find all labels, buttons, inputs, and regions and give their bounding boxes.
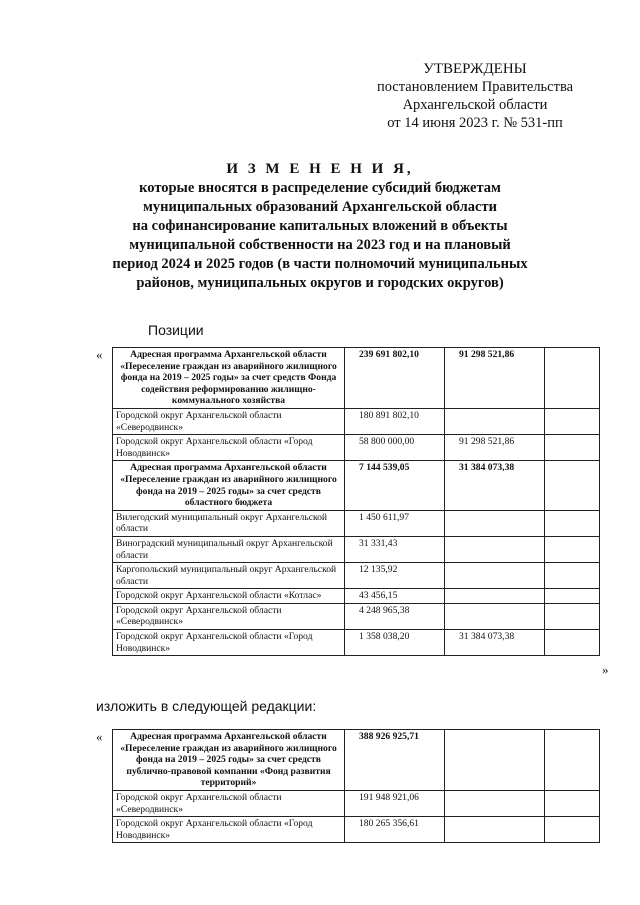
name-cell: Адресная программа Архангельской области «Переселение граждан из аварийного жилищного фонда на 2019 – 2025 годы» за счет средств Фонда содействия реформированию жилищно-коммунального хозяйства bbox=[113, 348, 345, 409]
value-2023-cell: 191 948 921,06 bbox=[345, 790, 445, 816]
value-2025-cell bbox=[545, 790, 600, 816]
value-2024-cell: 91 298 521,86 bbox=[445, 348, 545, 409]
value-2025-cell bbox=[545, 603, 600, 629]
value-2024-cell: 31 384 073,38 bbox=[445, 461, 545, 510]
table-row bbox=[113, 790, 600, 816]
value-2025-cell bbox=[545, 348, 600, 409]
section-label-new-edition: изложить в следующей редакции: bbox=[96, 698, 317, 714]
name-cell: Вилегодский муниципальный округ Архангельской области bbox=[113, 510, 345, 536]
name-cell: Городской округ Архангельской области «Город Новодвинск» bbox=[113, 435, 345, 461]
name-cell: Городской округ Архангельской области «Город Новодвинск» bbox=[113, 817, 345, 843]
value-2023-cell: 12 135,92 bbox=[345, 563, 445, 589]
approval-line: Архангельской области bbox=[402, 97, 548, 113]
value-2025-cell bbox=[545, 589, 600, 604]
name-cell: Городской округ Архангельской области «Северодвинск» bbox=[113, 790, 345, 816]
value-2024-cell bbox=[445, 408, 545, 434]
value-2024-cell bbox=[445, 536, 545, 562]
value-2025-cell bbox=[545, 730, 600, 791]
section-label-positions: Позиции bbox=[148, 322, 204, 338]
title-line: на софинансирование капитальных вложений в объекты bbox=[132, 218, 508, 234]
value-2023-cell: 43 456,15 bbox=[345, 589, 445, 604]
table-row bbox=[113, 589, 600, 604]
value-2023-cell: 4 248 965,38 bbox=[345, 603, 445, 629]
name-cell: Каргопольский муниципальный округ Архангельской области bbox=[113, 563, 345, 589]
value-2023-cell: 1 358 038,20 bbox=[345, 630, 445, 656]
name-cell: Городской округ Архангельской области «Город Новодвинск» bbox=[113, 630, 345, 656]
name-cell: Адресная программа Архангельской области «Переселение граждан из аварийного жилищного фонда на 2019 – 2025 годы» за счет средств областного бюджета bbox=[113, 461, 345, 510]
title-line: районов, муниципальных округов и городских округов) bbox=[136, 275, 504, 291]
value-2024-cell bbox=[445, 730, 545, 791]
table-row bbox=[113, 510, 600, 536]
name-cell: Городской округ Архангельской области «Северодвинск» bbox=[113, 408, 345, 434]
approval-stamp bbox=[360, 60, 590, 132]
new-edition-table bbox=[112, 729, 600, 843]
value-2024-cell: 31 384 073,38 bbox=[445, 630, 545, 656]
value-2025-cell bbox=[545, 536, 600, 562]
name-cell: Адресная программа Архангельской области «Переселение граждан из аварийного жилищного фонда на 2019 – 2025 годы» за счет средств публично-правовой компании «Фонд развития территорий» bbox=[113, 730, 345, 791]
value-2025-cell bbox=[545, 408, 600, 434]
value-2023-cell: 388 926 925,71 bbox=[345, 730, 445, 791]
open-quote: « bbox=[96, 729, 103, 744]
value-2024-cell: 91 298 521,86 bbox=[445, 435, 545, 461]
approval-date: от 14 июня 2023 г. № 531-пп bbox=[387, 115, 563, 131]
close-quote: » bbox=[602, 662, 609, 677]
value-2023-cell: 180 265 356,61 bbox=[345, 817, 445, 843]
table-row bbox=[113, 461, 600, 510]
name-cell: Городской округ Архангельской области «Северодвинск» bbox=[113, 603, 345, 629]
value-2025-cell bbox=[545, 630, 600, 656]
table-row bbox=[113, 348, 600, 409]
title-line: период 2024 и 2025 годов (в части полномочий муниципальных bbox=[112, 256, 528, 272]
value-2024-cell bbox=[445, 790, 545, 816]
value-2024-cell bbox=[445, 603, 545, 629]
table-row bbox=[113, 730, 600, 791]
name-cell: Городской округ Архангельской области «Котлас» bbox=[113, 589, 345, 604]
value-2024-cell bbox=[445, 563, 545, 589]
value-2023-cell: 180 891 802,10 bbox=[345, 408, 445, 434]
value-2025-cell bbox=[545, 435, 600, 461]
title-heading: И З М Е Н Е Н И Я, bbox=[226, 161, 414, 177]
approval-title: УТВЕРЖДЕНЫ bbox=[423, 61, 527, 77]
value-2023-cell: 239 691 802,10 bbox=[345, 348, 445, 409]
title-line: муниципальных образований Архангельской области bbox=[143, 199, 497, 215]
table-row bbox=[113, 563, 600, 589]
value-2025-cell bbox=[545, 461, 600, 510]
approval-line: постановлением Правительства bbox=[376, 79, 574, 95]
positions-table bbox=[112, 347, 600, 656]
table-row bbox=[113, 408, 600, 434]
value-2023-cell: 58 800 000,00 bbox=[345, 435, 445, 461]
table-row bbox=[113, 603, 600, 629]
value-2023-cell: 31 331,43 bbox=[345, 536, 445, 562]
title-line: которые вносятся в распределение субсидий бюджетам bbox=[139, 180, 501, 196]
table-row bbox=[113, 817, 600, 843]
name-cell: Виноградский муниципальный округ Архангельской области bbox=[113, 536, 345, 562]
value-2025-cell bbox=[545, 510, 600, 536]
table-row bbox=[113, 630, 600, 656]
value-2025-cell bbox=[545, 563, 600, 589]
title-line: муниципальной собственности на 2023 год и на плановый bbox=[129, 237, 511, 253]
value-2023-cell: 1 450 611,97 bbox=[345, 510, 445, 536]
value-2024-cell bbox=[445, 510, 545, 536]
value-2025-cell bbox=[545, 817, 600, 843]
document-title bbox=[60, 160, 580, 293]
table-row bbox=[113, 435, 600, 461]
value-2024-cell bbox=[445, 589, 545, 604]
value-2024-cell bbox=[445, 817, 545, 843]
open-quote: « bbox=[96, 347, 103, 362]
value-2023-cell: 7 144 539,05 bbox=[345, 461, 445, 510]
table-row bbox=[113, 536, 600, 562]
